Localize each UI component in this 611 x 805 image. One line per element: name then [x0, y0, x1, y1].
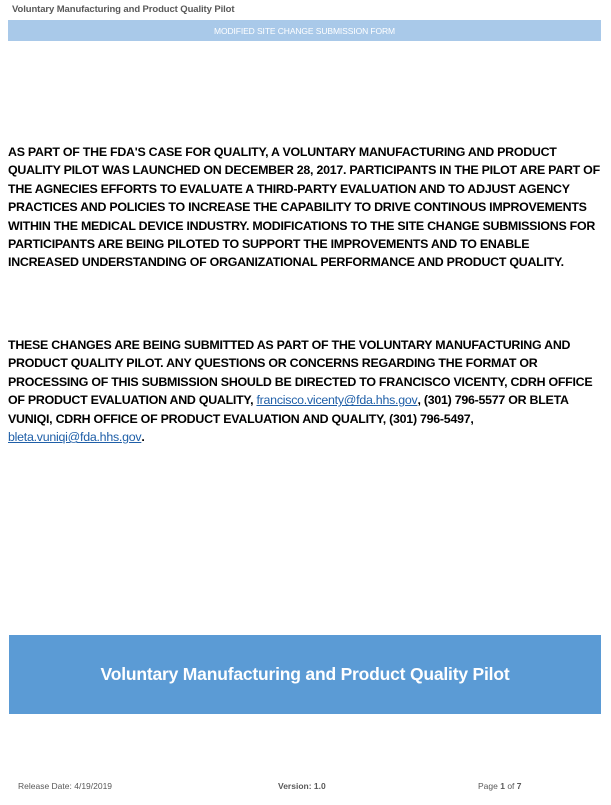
page-of: of	[504, 781, 517, 791]
contact-paragraph	[8, 336, 602, 446]
page-number	[478, 781, 522, 791]
form-title-label: MODIFIED SITE CHANGE SUBMISSION FORM	[213, 25, 396, 36]
document-header-title: Voluntary Manufacturing and Product Quality Pilot	[12, 4, 235, 15]
pilot-title-banner	[9, 635, 601, 714]
contact-text-part-1: THESE CHANGES ARE BEING SUBMITTED AS PART OF THE VOLUNTARY MANUFACTURING AND PRODUCT QUALITY PILOT. ANY QUESTIONS OR CONCERNS REGARDING THE FORMAT OR PROCESSING OF THIS SUBMISSION SHOULD BE DIRECTED TO FRANCISCO VICENTY, CDRH OFFICE OF PRODUCT EVALUATION AND QUALITY,	[8, 338, 593, 408]
contact-text-part-3: .	[141, 430, 145, 445]
release-date: Release Date: 4/19/2019	[18, 781, 113, 791]
page-total: 7	[516, 781, 522, 791]
email-link-bleta-vuniqi[interactable]: bleta.vuniqi@fda.hhs.gov	[8, 430, 142, 445]
version-label: Version: 1.0	[278, 781, 326, 791]
email-link-francisco-vicenty[interactable]: francisco.vicenty@fda.hhs.gov	[256, 393, 418, 408]
pilot-title-label: Voluntary Manufacturing and Product Quality Pilot	[100, 664, 510, 684]
page-footer	[0, 781, 611, 795]
form-title-band	[8, 20, 601, 41]
page-prefix: Page	[478, 781, 501, 791]
page-current: 1	[500, 781, 505, 791]
contact-text-part-2: , (301) 796-5577 OR BLETA VUNIQI, CDRH OFFICE OF PRODUCT EVALUATION AND QUALITY, (301) 796-5497,	[8, 393, 569, 426]
intro-paragraph: AS PART OF THE FDA'S CASE FOR QUALITY, A VOLUNTARY MANUFACTURING AND PRODUCT QUALITY PILOT WAS LAUNCHED ON DECEMBER 28, 2017. PARTICIPANTS IN THE PILOT ARE PART OF THE AGNECIES EFFORTS TO EVALUATE A THIRD-PARTY EVALUATION AND TO ADJUST AGENCY PRACTICES AND POLICIES TO INCREASE THE CAPABILITY TO DRIVE CONTINOUS IMPROVEMENTS WITHIN THE MEDICAL DEVICE INDUSTRY. MODIFICATIONS TO THE SITE CHANGE SUBMISSIONS FOR PARTICIPANTS ARE BEING PILOTED TO SUPPORT THE IMPROVEMENTS AND TO ENABLE INCREASED UNDERSTANDING OF ORGANIZATIONAL PERFORMANCE AND PRODUCT QUALITY.	[8, 145, 600, 270]
